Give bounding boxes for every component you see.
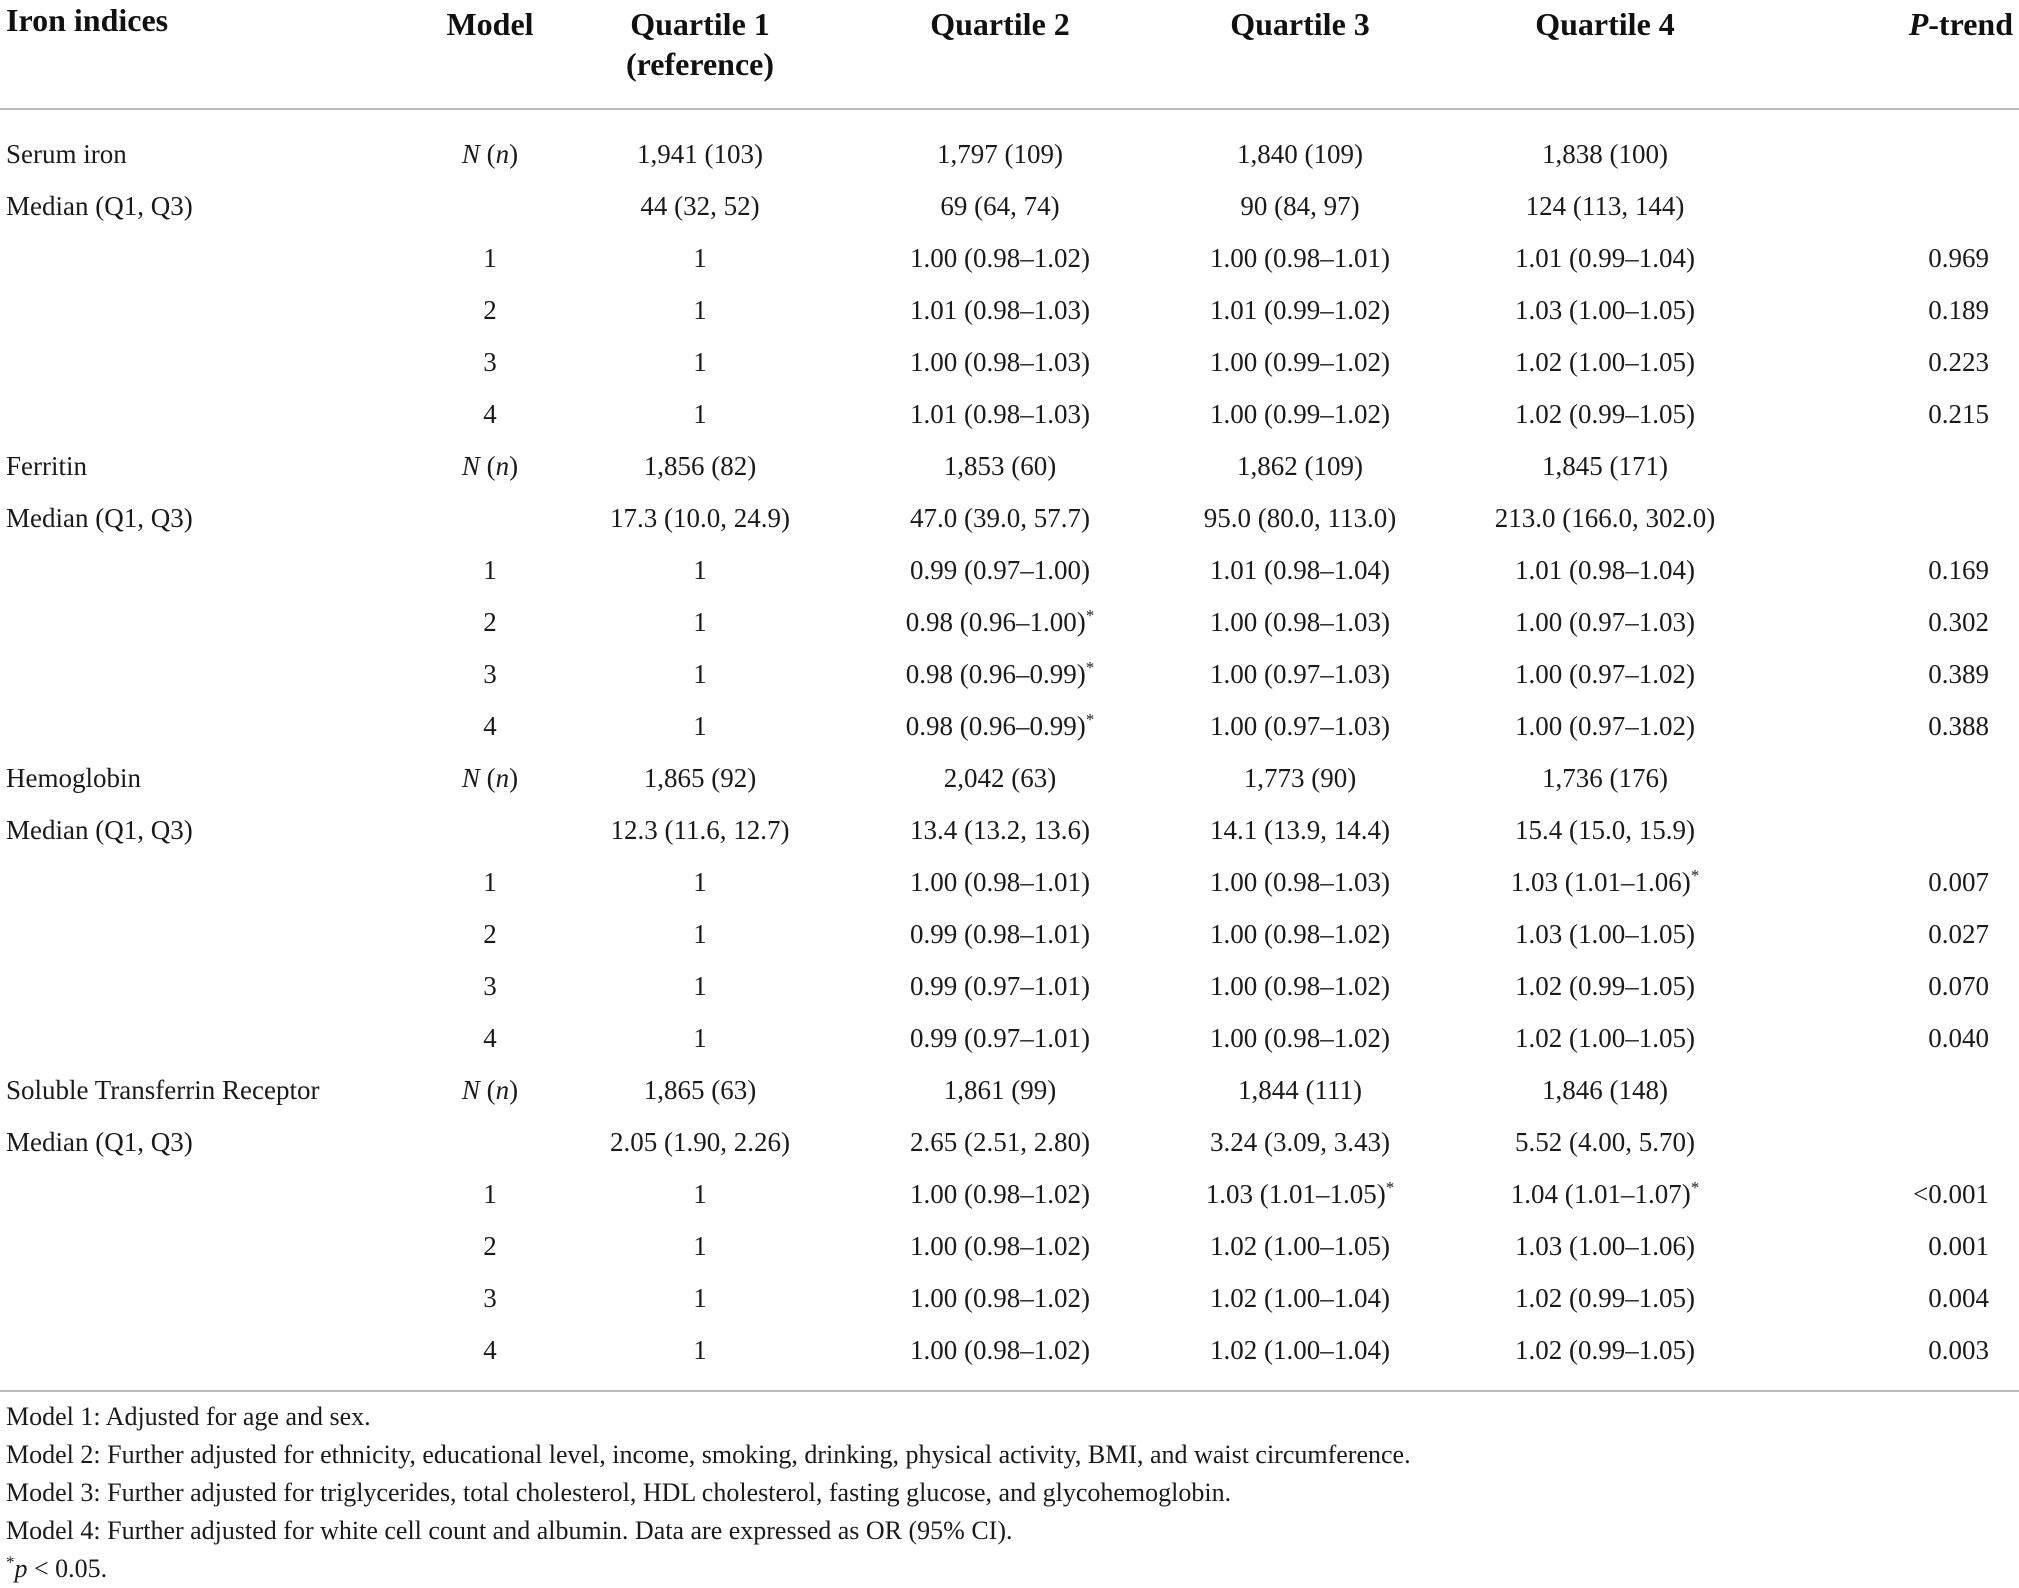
table-row	[0, 1012, 2019, 1064]
cell-quartile-4: 1,838 (100)	[1542, 138, 1668, 169]
table-row	[0, 700, 2019, 752]
cell-p-trend: 0.969	[1928, 242, 1989, 273]
cell-p-trend: 0.302	[1928, 606, 1989, 637]
cell-quartile-3: 1.01 (0.99–1.02)	[1210, 294, 1390, 325]
cell-quartile-2: 69 (64, 74)	[940, 190, 1060, 221]
cell-p-trend	[1770, 1064, 2019, 1116]
table-row	[0, 648, 2019, 700]
cell-iron-index	[0, 232, 420, 284]
cell-p-trend: 0.004	[1928, 1282, 1989, 1313]
table-row	[0, 908, 2019, 960]
cell-p-trend: <0.001	[1913, 1178, 1989, 1209]
cell-iron-index	[0, 648, 420, 700]
cell-quartile-1: 17.3 (10.0, 24.9)	[610, 502, 790, 533]
cell-p-trend	[1770, 492, 2019, 544]
cell-iron-index: Median (Q1, Q3)	[6, 814, 193, 845]
cell-model: 3	[483, 970, 497, 1001]
cell-quartile-4: 213.0 (166.0, 302.0)	[1494, 502, 1716, 533]
cell-quartile-3: 1.02 (1.00–1.04)	[1210, 1282, 1390, 1313]
cell-quartile-4: 5.52 (4.00, 5.70)	[1515, 1126, 1695, 1157]
cell-quartile-4: 1.00 (0.97–1.02)	[1515, 710, 1695, 741]
cell-p-trend: 0.389	[1928, 658, 1989, 689]
cell-quartile-2: 1.01 (0.98–1.03)	[910, 398, 1090, 429]
cell-quartile-2: 1.01 (0.98–1.03)	[910, 294, 1090, 325]
cell-quartile-1: 1	[693, 398, 707, 429]
cell-p-trend: 0.189	[1928, 294, 1989, 325]
table-row	[0, 752, 2019, 804]
cell-quartile-3: 1.00 (0.97–1.03)	[1210, 658, 1390, 689]
table-row	[0, 1168, 2019, 1220]
table-row	[0, 109, 2019, 180]
cell-model: 3	[483, 1282, 497, 1313]
cell-quartile-1: 1	[693, 294, 707, 325]
cell-quartile-4: 124 (113, 144)	[1525, 190, 1685, 221]
cell-p-trend	[1770, 440, 2019, 492]
cell-quartile-1: 1	[693, 658, 707, 689]
cell-quartile-1: 1	[693, 346, 707, 377]
cell-quartile-1: 44 (32, 52)	[640, 190, 760, 221]
cell-model	[420, 492, 560, 544]
significance-star: *	[6, 1552, 15, 1572]
significance-threshold: < 0.05.	[27, 1554, 108, 1583]
table-body	[0, 109, 2019, 1391]
cell-quartile-3: 1.00 (0.98–1.02)	[1210, 1022, 1390, 1053]
cell-quartile-1: 1	[693, 1334, 707, 1365]
cell-quartile-3: 3.24 (3.09, 3.43)	[1210, 1126, 1390, 1157]
cell-quartile-2: 0.99 (0.98–1.01)	[910, 918, 1090, 949]
cell-p-trend	[1770, 109, 2019, 180]
cell-quartile-2: 1.00 (0.98–1.01)	[910, 866, 1090, 897]
cell-model: 1	[483, 554, 497, 585]
cell-quartile-4: 15.4 (15.0, 15.9)	[1515, 814, 1695, 845]
header-p-trend-rest: -trend	[1928, 6, 2013, 42]
table-row	[0, 1064, 2019, 1116]
cell-p-trend	[1770, 752, 2019, 804]
cell-quartile-4: 1.03 (1.00–1.06)	[1515, 1230, 1695, 1261]
table-row	[0, 804, 2019, 856]
cell-quartile-3: 1.00 (0.98–1.02)	[1210, 970, 1390, 1001]
cell-iron-index	[0, 336, 420, 388]
cell-quartile-2: 13.4 (13.2, 13.6)	[910, 814, 1090, 845]
cell-quartile-3: 1.02 (1.00–1.04)	[1210, 1334, 1390, 1365]
cell-iron-index	[0, 388, 420, 440]
cell-iron-index	[0, 700, 420, 752]
cell-quartile-2: 1,853 (60)	[943, 450, 1057, 481]
header-model: Model	[446, 6, 534, 42]
cell-iron-index	[0, 544, 420, 596]
cell-quartile-4: 1.01 (0.98–1.04)	[1515, 554, 1695, 585]
cell-p-trend: 0.001	[1928, 1230, 1989, 1261]
cell-model: 3	[483, 658, 497, 689]
cell-iron-index: Hemoglobin	[6, 762, 141, 793]
table-row	[0, 232, 2019, 284]
cell-quartile-4: 1,736 (176)	[1542, 762, 1668, 793]
cell-iron-index	[0, 1272, 420, 1324]
cell-quartile-4: 1.02 (1.00–1.05)	[1515, 346, 1695, 377]
cell-quartile-3: 95.0 (80.0, 113.0)	[1203, 502, 1397, 533]
cell-quartile-2: 0.99 (0.97–1.01)	[910, 1022, 1090, 1053]
cell-quartile-3: 1.01 (0.98–1.04)	[1210, 554, 1390, 585]
cell-quartile-4: 1.03 (1.00–1.05)	[1515, 294, 1695, 325]
cell-iron-index: Ferritin	[6, 450, 87, 481]
cell-quartile-4: 1.02 (1.00–1.05)	[1515, 1022, 1695, 1053]
cell-p-trend: 0.070	[1928, 970, 1989, 1001]
cell-quartile-3: 1.02 (1.00–1.05)	[1210, 1230, 1390, 1261]
cell-model: 4	[483, 1022, 497, 1053]
cell-quartile-1: 1,865 (92)	[643, 762, 757, 793]
cell-quartile-2: 0.99 (0.97–1.00)	[910, 554, 1090, 585]
header-iron-indices: Iron indices	[6, 2, 169, 38]
footnote-model-3: Model 3: Further adjusted for triglycerides, total cholesterol, HDL cholesterol, fasting glucose, and glycohemoglobin.	[6, 1478, 1232, 1507]
cell-model: 3	[483, 346, 497, 377]
header-p-trend-p: P	[1908, 6, 1929, 42]
header-quartile-1-line1: Quartile 1	[630, 6, 770, 42]
cell-quartile-2: 1,861 (99)	[943, 1074, 1057, 1105]
cell-iron-index	[0, 908, 420, 960]
cell-quartile-1: 1	[693, 606, 707, 637]
cell-quartile-3: 1.00 (0.99–1.02)	[1210, 346, 1390, 377]
cell-p-trend: 0.003	[1928, 1334, 1989, 1365]
header-quartile-1-line2: (reference)	[625, 46, 775, 82]
cell-p-trend: 0.388	[1928, 710, 1989, 741]
cell-quartile-3: 1.00 (0.97–1.03)	[1210, 710, 1390, 741]
cell-model: 1	[483, 866, 497, 897]
cell-quartile-2: 0.98 (0.96–0.99)*	[905, 709, 1095, 741]
cell-quartile-2: 2.65 (2.51, 2.80)	[910, 1126, 1090, 1157]
cell-model: 4	[483, 710, 497, 741]
cell-model: 4	[483, 398, 497, 429]
table-row	[0, 388, 2019, 440]
cell-quartile-2: 1.00 (0.98–1.02)	[910, 1178, 1090, 1209]
table-row	[0, 336, 2019, 388]
cell-model	[420, 804, 560, 856]
table-row	[0, 596, 2019, 648]
cell-quartile-3: 1.03 (1.01–1.05)*	[1205, 1177, 1395, 1209]
cell-quartile-3: 1.00 (0.98–1.02)	[1210, 918, 1390, 949]
cell-quartile-4: 1.02 (0.99–1.05)	[1515, 1282, 1695, 1313]
table-row	[0, 1220, 2019, 1272]
cell-quartile-3: 14.1 (13.9, 14.4)	[1210, 814, 1390, 845]
cell-p-trend	[1770, 1116, 2019, 1168]
table-row	[0, 180, 2019, 232]
cell-quartile-1: 1	[693, 710, 707, 741]
cell-quartile-3: 1.00 (0.98–1.03)	[1210, 606, 1390, 637]
cell-quartile-1: 1,941 (103)	[637, 138, 763, 169]
header-quartile-1	[560, 0, 840, 109]
cell-quartile-4: 1.02 (0.99–1.05)	[1515, 1334, 1695, 1365]
cell-quartile-4: 1.03 (1.00–1.05)	[1515, 918, 1695, 949]
header-quartile-2: Quartile 2	[930, 6, 1070, 42]
cell-quartile-1: 1	[693, 554, 707, 585]
cell-p-trend: 0.040	[1928, 1022, 1989, 1053]
footnote-model-4: Model 4: Further adjusted for white cell count and albumin. Data are expressed as OR (95% CI).	[6, 1516, 1013, 1545]
cell-quartile-2: 1.00 (0.98–1.02)	[910, 1334, 1090, 1365]
table-row	[0, 492, 2019, 544]
cell-quartile-4: 1.02 (0.99–1.05)	[1515, 970, 1695, 1001]
header-quartile-4: Quartile 4	[1535, 6, 1675, 42]
cell-iron-index: Median (Q1, Q3)	[6, 502, 193, 533]
cell-model	[420, 1116, 560, 1168]
cell-model: N (n)	[461, 450, 519, 481]
footnotes	[6, 1398, 1411, 1588]
cell-iron-index	[0, 960, 420, 1012]
cell-quartile-1: 12.3 (11.6, 12.7)	[610, 814, 790, 845]
cell-iron-index: Serum iron	[6, 138, 127, 169]
cell-quartile-4: 1.02 (0.99–1.05)	[1515, 398, 1695, 429]
table-row	[0, 1272, 2019, 1324]
cell-p-trend	[1770, 804, 2019, 856]
cell-quartile-3: 1,773 (90)	[1243, 762, 1357, 793]
cell-quartile-2: 2,042 (63)	[943, 762, 1057, 793]
cell-iron-index	[0, 1168, 420, 1220]
cell-quartile-3: 1.00 (0.98–1.01)	[1210, 242, 1390, 273]
cell-iron-index	[0, 596, 420, 648]
cell-quartile-2: 1.00 (0.98–1.02)	[910, 1282, 1090, 1313]
table-row	[0, 960, 2019, 1012]
cell-p-trend: 0.169	[1928, 554, 1989, 585]
cell-quartile-4: 1.03 (1.01–1.06)*	[1510, 865, 1700, 897]
table-row	[0, 440, 2019, 492]
cell-quartile-1: 1	[693, 242, 707, 273]
footnote-model-2: Model 2: Further adjusted for ethnicity, educational level, income, smoking, drinking, physical activity, BMI, and waist circumference.	[6, 1440, 1411, 1469]
table-row	[0, 856, 2019, 908]
cell-quartile-2: 1.00 (0.98–1.02)	[910, 242, 1090, 273]
cell-model: N (n)	[461, 762, 519, 793]
cell-p-trend	[1770, 180, 2019, 232]
cell-quartile-3: 1,862 (109)	[1237, 450, 1363, 481]
cell-iron-index	[0, 1324, 420, 1391]
cell-quartile-4: 1.04 (1.01–1.07)*	[1510, 1177, 1700, 1209]
cell-iron-index	[0, 1012, 420, 1064]
header-row	[0, 0, 2019, 109]
cell-quartile-1: 1	[693, 918, 707, 949]
cell-p-trend: 0.027	[1928, 918, 1989, 949]
cell-quartile-4: 1.00 (0.97–1.02)	[1515, 658, 1695, 689]
cell-quartile-2: 1.00 (0.98–1.03)	[910, 346, 1090, 377]
cell-quartile-1: 1	[693, 1282, 707, 1313]
cell-quartile-1: 1	[693, 866, 707, 897]
cell-quartile-4: 1,845 (171)	[1542, 450, 1668, 481]
cell-model: 1	[483, 242, 497, 273]
table-row	[0, 284, 2019, 336]
header-quartile-3: Quartile 3	[1230, 6, 1370, 42]
cell-p-trend: 0.007	[1928, 866, 1989, 897]
significance-p: p	[14, 1554, 28, 1583]
cell-quartile-4: 1.00 (0.97–1.03)	[1515, 606, 1695, 637]
cell-quartile-1: 1	[693, 1022, 707, 1053]
cell-quartile-2: 0.98 (0.96–0.99)*	[905, 657, 1095, 689]
header-p-trend	[1770, 0, 2019, 109]
cell-model: N (n)	[461, 138, 519, 169]
table-row	[0, 544, 2019, 596]
cell-quartile-2: 1.00 (0.98–1.02)	[910, 1230, 1090, 1261]
cell-model: 2	[483, 1230, 497, 1261]
cell-quartile-4: 1.01 (0.99–1.04)	[1515, 242, 1695, 273]
cell-quartile-1: 1,856 (82)	[643, 450, 757, 481]
cell-quartile-1: 1	[693, 1230, 707, 1261]
cell-quartile-1: 1	[693, 1178, 707, 1209]
cell-model: 4	[483, 1334, 497, 1365]
cell-p-trend: 0.223	[1928, 346, 1989, 377]
cell-iron-index	[0, 1220, 420, 1272]
cell-iron-index	[0, 284, 420, 336]
cell-quartile-1: 2.05 (1.90, 2.26)	[610, 1126, 790, 1157]
cell-quartile-3: 1,844 (111)	[1238, 1074, 1362, 1105]
cell-iron-index: Soluble Transferrin Receptor	[6, 1074, 320, 1105]
cell-quartile-2: 0.98 (0.96–1.00)*	[905, 605, 1095, 637]
footnote-model-1: Model 1: Adjusted for age and sex.	[6, 1402, 371, 1431]
cell-model: N (n)	[461, 1074, 519, 1105]
cell-model	[420, 180, 560, 232]
cell-model: 1	[483, 1178, 497, 1209]
cell-iron-index: Median (Q1, Q3)	[6, 190, 193, 221]
footnote-significance	[6, 1550, 1411, 1588]
cell-model: 2	[483, 294, 497, 325]
table-row	[0, 1324, 2019, 1391]
cell-quartile-3: 90 (84, 97)	[1240, 190, 1360, 221]
cell-model: 2	[483, 918, 497, 949]
cell-quartile-3: 1.00 (0.99–1.02)	[1210, 398, 1390, 429]
cell-iron-index: Median (Q1, Q3)	[6, 1126, 193, 1157]
cell-quartile-3: 1.00 (0.98–1.03)	[1210, 866, 1390, 897]
cell-quartile-4: 1,846 (148)	[1542, 1074, 1668, 1105]
cell-quartile-2: 0.99 (0.97–1.01)	[910, 970, 1090, 1001]
cell-model: 2	[483, 606, 497, 637]
table-row	[0, 1116, 2019, 1168]
cell-quartile-2: 47.0 (39.0, 57.7)	[910, 502, 1090, 533]
cell-iron-index	[0, 856, 420, 908]
cell-quartile-1: 1,865 (63)	[643, 1074, 757, 1105]
cell-quartile-2: 1,797 (109)	[937, 138, 1063, 169]
cell-p-trend: 0.215	[1928, 398, 1989, 429]
cell-quartile-3: 1,840 (109)	[1237, 138, 1363, 169]
cell-quartile-1: 1	[693, 970, 707, 1001]
